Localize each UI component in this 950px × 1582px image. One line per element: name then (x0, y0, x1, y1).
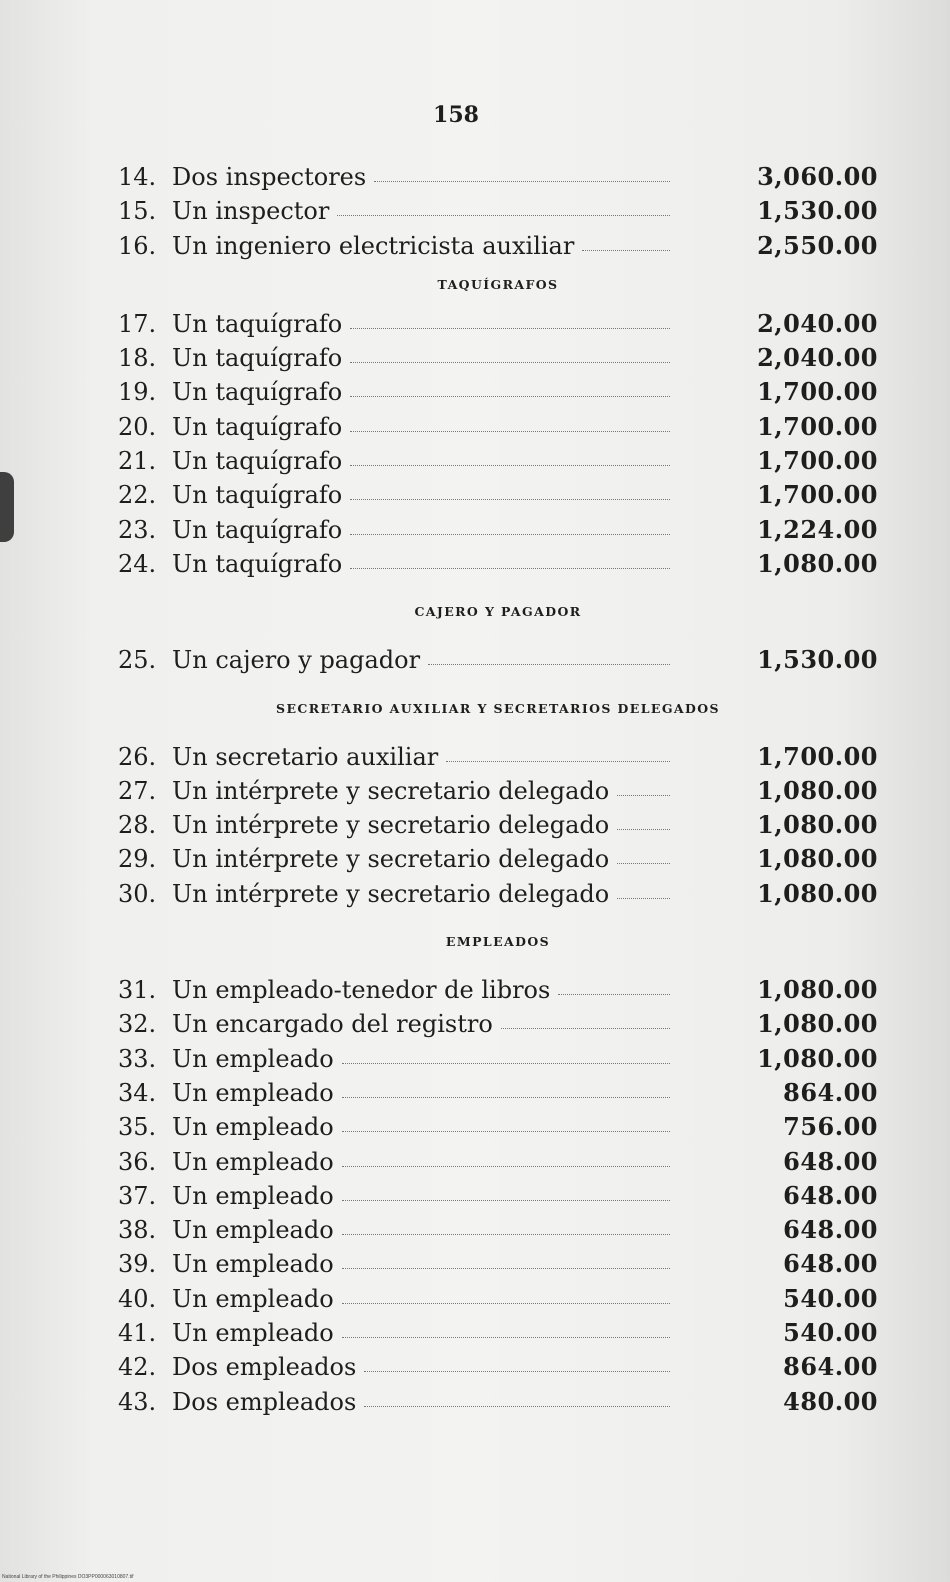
item-number: 31. (118, 976, 157, 1005)
leader-dots (342, 1166, 670, 1167)
leader-dots (342, 1337, 670, 1338)
leader-dots (558, 994, 670, 995)
item-label: Un inspector (172, 197, 330, 226)
item-number: 15. (118, 197, 157, 226)
leader-dots (350, 499, 670, 500)
list-item (118, 774, 878, 808)
item-label: Un intérprete y secretario delegado (172, 811, 610, 840)
list-item (118, 1316, 878, 1350)
item-number: 36. (118, 1147, 157, 1176)
list-item (118, 444, 878, 478)
item-amount: 3,060.00 (757, 162, 878, 191)
section-heading: SECRETARIO AUXILIAR Y SECRETARIOS DELEGADOS (276, 700, 720, 716)
item-number: 33. (118, 1044, 157, 1073)
item-number: 18. (118, 344, 157, 373)
leader-dots (428, 664, 670, 665)
item-label: Un empleado (172, 1284, 334, 1313)
item-label: Un empleado (172, 1078, 334, 1107)
item-amount: 1,080.00 (757, 975, 878, 1005)
page-number: 158 (433, 102, 479, 128)
item-number: 28. (118, 811, 157, 840)
item-amount: 864.00 (783, 1077, 878, 1107)
item-label: Un cajero y pagador (172, 646, 421, 675)
item-amount: 1,080.00 (757, 775, 878, 805)
item-amount: 1,700.00 (757, 741, 878, 771)
item-number: 42. (118, 1353, 157, 1382)
item-number: 16. (118, 231, 157, 260)
item-amount: 1,080.00 (757, 810, 878, 840)
item-amount: 1,530.00 (757, 196, 878, 226)
item-number: 22. (118, 481, 157, 510)
item-label: Dos inspectores (172, 163, 367, 191)
item-amount: 2,550.00 (757, 230, 878, 260)
list-item (118, 341, 878, 375)
leader-dots (501, 1028, 670, 1029)
leader-dots (342, 1131, 670, 1132)
item-number: 21. (118, 447, 157, 476)
leader-dots (350, 362, 670, 363)
list-item (118, 973, 878, 1007)
item-label: Un empleado (172, 1319, 334, 1348)
item-amount: 756.00 (783, 1112, 878, 1142)
item-number: 27. (118, 776, 157, 805)
item-amount: 2,040.00 (757, 308, 878, 338)
list-item (118, 1282, 878, 1316)
scan-footer: National Library of the Philippines DO3PP000063010807.tif (2, 1574, 134, 1580)
item-number: 32. (118, 1010, 157, 1039)
list-item (118, 478, 878, 512)
item-number: 24. (118, 549, 157, 578)
item-number: 30. (118, 879, 157, 908)
item-amount: 1,080.00 (757, 548, 878, 578)
list-item (118, 1145, 878, 1179)
list-item (118, 1110, 878, 1144)
item-label: Un secretario auxiliar (172, 742, 439, 771)
item-number: 35. (118, 1113, 157, 1142)
list-item (118, 1350, 878, 1384)
item-label: Un empleado (172, 1044, 334, 1073)
leader-dots (342, 1303, 670, 1304)
leader-dots (350, 568, 670, 569)
item-label: Un empleado-tenedor de libros (172, 976, 551, 1005)
item-number: 17. (118, 309, 157, 338)
item-label: Un taquígrafo (172, 412, 343, 441)
item-number: 38. (118, 1216, 157, 1245)
list-item (118, 1076, 878, 1110)
item-number: 29. (118, 845, 157, 874)
item-amount: 2,040.00 (757, 343, 878, 373)
item-number: 23. (118, 515, 157, 544)
list-item (118, 740, 878, 774)
leader-dots (342, 1234, 670, 1235)
list-item (118, 1247, 878, 1281)
item-amount: 1,080.00 (757, 1043, 878, 1073)
item-amount: 1,700.00 (757, 480, 878, 510)
item-amount: 648.00 (783, 1215, 878, 1245)
item-number: 19. (118, 378, 157, 407)
list-item (118, 307, 878, 341)
list-item (118, 808, 878, 842)
section-heading: TAQUÍGRAFOS (437, 276, 559, 292)
leader-dots (374, 181, 670, 182)
item-label: Un empleado (172, 1250, 334, 1279)
list-item (118, 877, 878, 911)
item-number: 40. (118, 1284, 157, 1313)
leader-dots (350, 328, 670, 329)
list-item (118, 375, 878, 409)
item-number: 39. (118, 1250, 157, 1279)
item-amount: 1,530.00 (757, 645, 878, 675)
list-item (118, 842, 878, 876)
item-amount: 1,080.00 (757, 844, 878, 874)
leader-dots (342, 1097, 670, 1098)
leader-dots (342, 1268, 670, 1269)
item-label: Un taquígrafo (172, 481, 343, 510)
leader-dots (342, 1063, 670, 1064)
item-number: 25. (118, 646, 157, 675)
item-amount: 1,080.00 (757, 1009, 878, 1039)
item-amount: 1,700.00 (757, 377, 878, 407)
section-heading: EMPLEADOS (445, 934, 551, 950)
leader-dots (617, 829, 670, 830)
budget-list (118, 160, 878, 1419)
item-label: Un intérprete y secretario delegado (172, 776, 610, 805)
list-item (118, 229, 878, 263)
list-item (118, 643, 878, 677)
item-amount: 1,080.00 (757, 878, 878, 908)
leader-dots (337, 215, 670, 216)
item-label: Un taquígrafo (172, 309, 343, 338)
item-amount: 1,224.00 (757, 514, 878, 544)
item-amount: 1,700.00 (757, 446, 878, 476)
leader-dots (350, 534, 670, 535)
list-item (118, 1179, 878, 1213)
item-number: 41. (118, 1319, 157, 1348)
leader-dots (350, 465, 670, 466)
leader-dots (582, 250, 670, 251)
scan-edge-mark (0, 472, 14, 542)
list-item (118, 1213, 878, 1247)
list-item (118, 1042, 878, 1076)
item-amount: 864.00 (783, 1352, 878, 1382)
item-number: 26. (118, 742, 157, 771)
item-label: Un taquígrafo (172, 515, 343, 544)
list-item (118, 1007, 878, 1041)
leader-dots (364, 1371, 670, 1372)
item-number: 37. (118, 1181, 157, 1210)
leader-dots (617, 898, 670, 899)
item-number: 34. (118, 1078, 157, 1107)
list-item (118, 1385, 878, 1419)
item-number: 14. (118, 163, 157, 191)
list-item (118, 547, 878, 581)
item-amount: 480.00 (783, 1386, 878, 1416)
leader-dots (446, 761, 670, 762)
item-label: Un ingeniero electricista auxiliar (172, 231, 575, 260)
leader-dots (617, 863, 670, 864)
section-heading: CAJERO Y PAGADOR (414, 604, 582, 620)
item-label: Un empleado (172, 1147, 334, 1176)
item-number: 43. (118, 1387, 157, 1416)
item-label: Un intérprete y secretario delegado (172, 879, 610, 908)
item-label: Un empleado (172, 1113, 334, 1142)
leader-dots (617, 795, 670, 796)
leader-dots (364, 1406, 670, 1407)
item-label: Dos empleados (172, 1353, 357, 1382)
item-label: Un taquígrafo (172, 549, 343, 578)
item-label: Un taquígrafo (172, 378, 343, 407)
leader-dots (350, 396, 670, 397)
list-item (118, 194, 878, 228)
item-amount: 540.00 (783, 1283, 878, 1313)
item-label: Un taquígrafo (172, 447, 343, 476)
list-item (118, 513, 878, 547)
item-label: Un taquígrafo (172, 344, 343, 373)
leader-dots (350, 431, 670, 432)
item-number: 20. (118, 412, 157, 441)
item-amount: 648.00 (783, 1146, 878, 1176)
item-amount: 648.00 (783, 1249, 878, 1279)
item-label: Un empleado (172, 1181, 334, 1210)
list-item (118, 410, 878, 444)
list-item (118, 160, 878, 194)
item-label: Un empleado (172, 1216, 334, 1245)
item-amount: 648.00 (783, 1180, 878, 1210)
item-label: Un intérprete y secretario delegado (172, 845, 610, 874)
item-label: Un encargado del registro (172, 1010, 493, 1039)
leader-dots (342, 1200, 670, 1201)
item-amount: 1,700.00 (757, 411, 878, 441)
item-amount: 540.00 (783, 1318, 878, 1348)
item-label: Dos empleados (172, 1387, 357, 1416)
